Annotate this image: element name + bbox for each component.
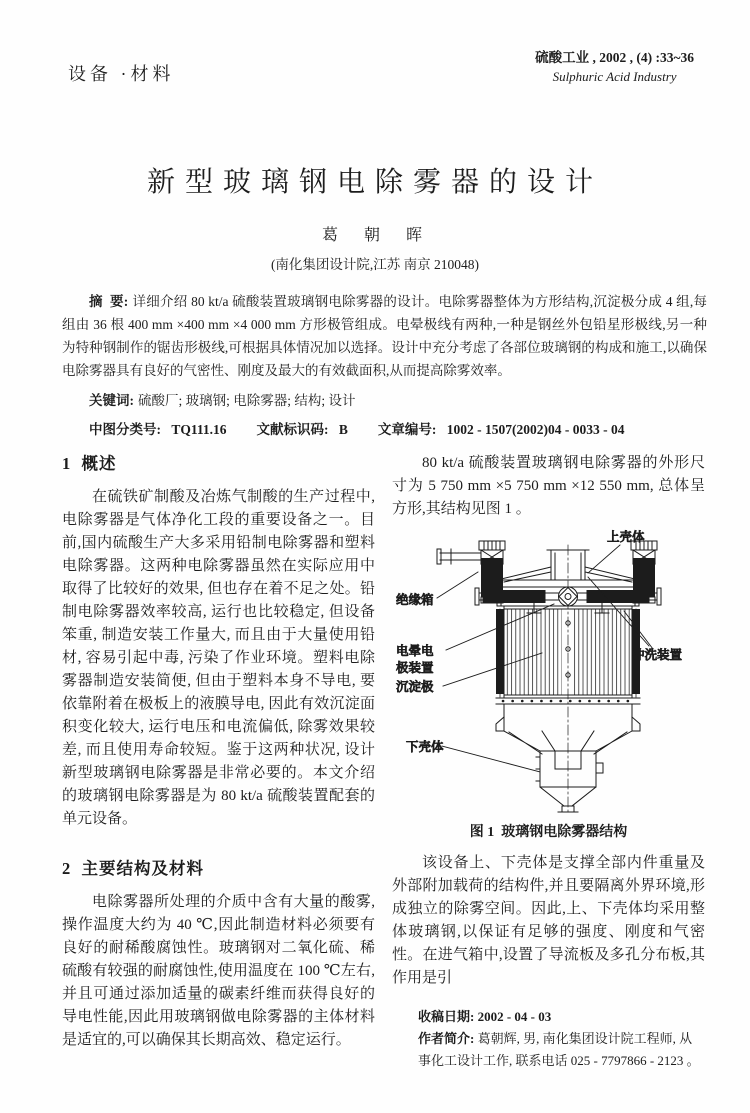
clc-value: TQ111.16 — [171, 422, 227, 437]
author-affiliation: (南化集团设计院,江苏 南京 210048) — [270, 257, 480, 272]
journal-title-cn: 硫酸工业 , 2002 , (4) :33~36 — [535, 50, 694, 65]
section-2-paragraph: 电除雾器所处理的介质中含有大量的酸雾,操作温度大约为 40 ℃,因此制造材料必须要有良好的耐稀酸腐蚀性。玻璃钢对二氧化硫、稀硫酸有较强的耐腐蚀性,使用温度在 100 ℃左右,并且可通过添加适量的碳素纤维而获得良好的导电性能,因此用玻璃钢做电除雾器的主体材料是适宜的,可以确保其长期高效、稳定运行。 — [62, 894, 375, 1048]
figure-label-lower-shell: 下壳体 — [406, 740, 444, 754]
footnote-bio-line — [418, 1028, 705, 1072]
footnote-bio-text: 葛朝辉, 男, 南化集团设计院工程师, 从事化工设计工作, 联系电话 025 - 7797866 - 2123 。 — [418, 1031, 700, 1068]
keywords-line — [62, 389, 707, 412]
section-1-paragraph: 在硫铁矿制酸及冶炼气制酸的生产过程中,电除雾器是气体净化工段的重要设备之一。目前,国内硫酸生产大多采用铅制电除雾器和塑料电除雾器。这两种电除雾器虽然在实际应用中取得了比较好的效果, 但也存在着不足之处。铅制电除雾器效率较高, 运行也比较稳定, 但设备笨重, 制造安装工作量大, 而且由于大量使用铅材, 容易引起中毒, 污染了作业环境。塑料电除雾器制造安装简便, 但由于塑料本身不导电, 要依靠附着在极板上的液膜导电, 因此有效沉淀面积变化较大, 运行电压和电流偏低, 除雾效果较差, 而且使用寿命较短。鉴于这两种状况, 设计新型玻璃钢电除雾器是非常必要的。本文介绍的玻璃钢电除雾器是为 80 kt/a 硫酸装置配套的单元设备。 — [62, 489, 375, 827]
shell-description-paragraph: 该设备上、下壳体是支撑全部内件重量及外部附加载荷的结构件,并且要隔离外界环境,形成独立的除雾空间。因此,上、下壳体均采用整体玻璃钢,以保证有足够的强度、刚度和气密性。在进气箱中,设置了导流板及多孔分布板,其作用是引 — [392, 855, 705, 986]
figure-caption: 图 1 玻璃钢电除雾器结构 — [469, 825, 628, 840]
figure-label-corona-electrode-line2: 极装置 — [396, 661, 434, 675]
figure-label-top-shell: 上壳体 — [607, 530, 645, 544]
article-id-value: 1002 - 1507(2002)04 - 0033 - 04 — [446, 422, 625, 437]
front-matter — [62, 290, 707, 441]
dimensions-paragraph: 80 kt/a 硫酸装置玻璃钢电除雾器的外形尺寸为 5 750 mm ×5 750 mm ×12 550 mm, 总体呈方形,其结构见图 1 。 — [392, 455, 705, 517]
abstract-paragraph — [62, 290, 707, 382]
keywords-label: 关键词: — [89, 393, 134, 408]
insulator-stack-right — [631, 541, 657, 603]
keywords-text: 硫酸厂; 玻璃钢; 电除雾器; 结构; 设计 — [138, 393, 356, 408]
article-id-label: 文章编号: — [377, 422, 440, 437]
doc-code-value: B — [338, 422, 348, 437]
footnote-block — [392, 1006, 705, 1072]
insulator-stack-left — [437, 541, 505, 603]
section-2-heading: 2 主要结构及材料 — [62, 859, 204, 878]
clc-label: 中图分类号: — [89, 422, 165, 437]
article-title: 新型玻璃钢电除雾器的设计 — [146, 167, 603, 198]
journal-section-label: 设备 ·材料 — [68, 64, 175, 84]
demister-structure-drawing — [392, 525, 705, 819]
footnote-bio-label: 作者简介: — [418, 1031, 478, 1046]
classification-line — [62, 418, 707, 441]
figure-label-insulation-box: 绝缘箱 — [396, 593, 434, 607]
footnote-received-date: 2002 - 04 - 03 — [477, 1009, 552, 1024]
column-left — [62, 452, 375, 1052]
figure-1 — [392, 525, 705, 819]
journal-info — [535, 48, 694, 86]
doc-code-label: 文献标识码: — [256, 422, 332, 437]
author-name: 葛 朝 晖 — [321, 227, 428, 244]
section-1-heading: 1 概述 — [62, 454, 117, 473]
footnote-received-label: 收稿日期: — [418, 1009, 478, 1024]
journal-title-en: Sulphuric Acid Industry — [552, 69, 677, 84]
footnote-received-line — [418, 1006, 705, 1028]
figure-label-flushing-device: 冲洗装置 — [632, 648, 683, 662]
abstract-text: 详细介绍 80 kt/a 硫酸装置玻璃钢电除雾器的设计。电除雾器整体为方形结构,沉淀极分成 4 组,每组由 36 根 400 mm ×400 mm ×4 000 mm 方形极管组成。电晕极线有两种,一种是钢丝外包铅星形极线,另一种为特种钢制作的锯齿形极线,可根据具体情况加以选择。设计中充分考虑了各部位玻璃钢的构成和施工,以确保电除雾器具有良好的气密性、刚度及最大的有效截面积,从而提高除雾效率。 — [62, 294, 707, 378]
bottom-collection-box — [536, 751, 603, 787]
figure-label-corona-electrode-line1: 电晕电 — [396, 644, 434, 658]
abstract-label: 摘 要: — [89, 294, 129, 309]
figure-label-precipitation-electrode: 沉淀极 — [396, 680, 434, 694]
column-right — [392, 452, 705, 1072]
